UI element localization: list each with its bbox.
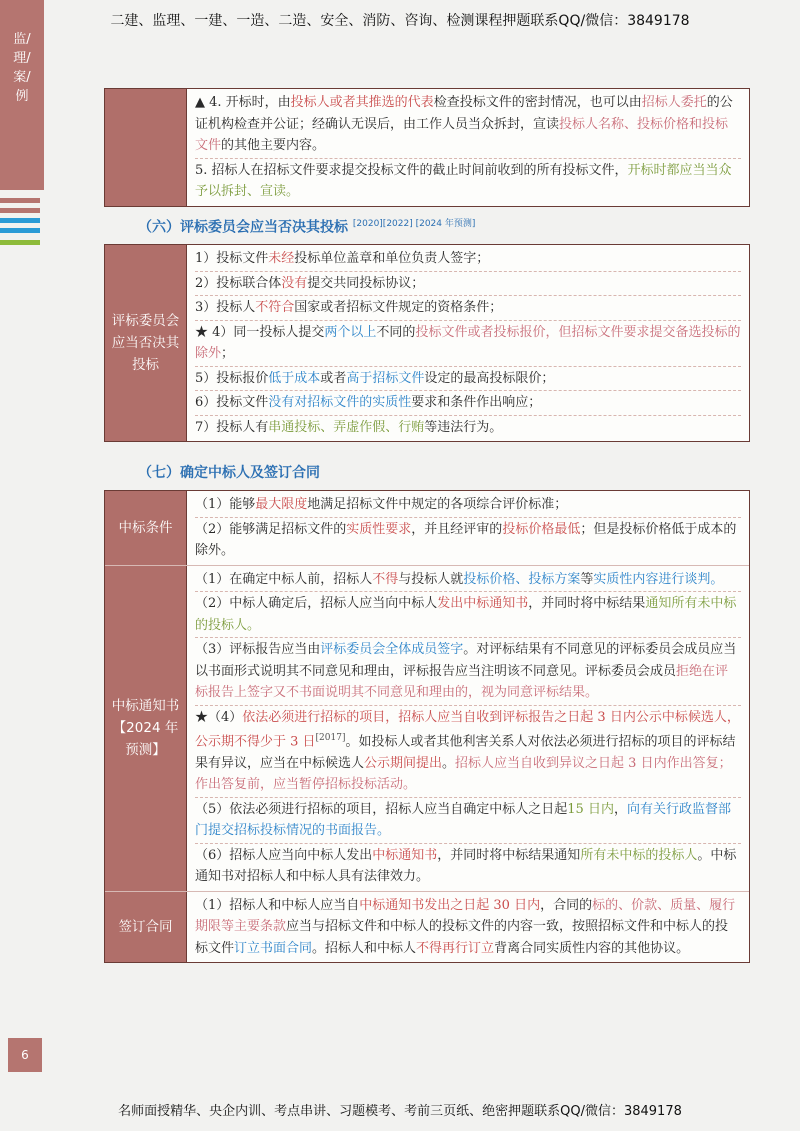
list-item: （2）能够满足招标文件的实质性要求，并且经评审的投标价格最低；但是投标价格低于成本的除外。 — [195, 521, 737, 558]
text: 投标人或者其推选的代表 — [290, 95, 434, 110]
text: 5. 招标人在招标文件要求提交投标文件的截止时间前收到的所有投标文件， — [195, 162, 628, 178]
list-item: 2）投标联合体没有提交共同投标协议； — [195, 272, 741, 297]
footer-ad: 名师面授精华、央企内训、考点串讲、习题模考、考前三页纸、绝密押题联系QQ/微信：3849178 — [118, 1104, 682, 1119]
list-item: （1）招标人和中标人应当自中标通知书发出之日起 30 日内，合同的标的、价款、质量、履行期限等主要条款应当与招标文件和中标人的投标文件的内容一致，按照招标文件和中标人的投标文件订立书面合同。招标人和中标人不得再行订立背离合同实质性内容的其他协议。 — [195, 897, 736, 956]
row-label: 中标通知书【2024 年预测】 — [105, 566, 187, 891]
text: 检查投标文件的密封情况，也可以由 — [433, 95, 642, 110]
header-ad: 二建、监理、一建、一造、二造、安全、消防、咨询、检测课程押题联系QQ/微信：3849178 — [110, 13, 690, 29]
decor-stripe — [0, 240, 40, 245]
row-label: 评标委员会应当否决其投标 — [105, 245, 187, 441]
side-tab — [0, 0, 44, 190]
award-table — [104, 490, 750, 963]
list-item: 6）投标文件没有对招标文件的实质性要求和条件作出响应； — [195, 391, 741, 416]
decor-stripe — [0, 208, 40, 213]
text: 的公证机构检查并公证；经确认无误后，由工作人员当众拆封，宣读 — [195, 95, 733, 132]
text: （六）评标委员会应当否决其投标 — [138, 219, 348, 236]
text: 的其他主要内容。 — [221, 138, 326, 153]
list-item: （6）招标人应当向中标人发出中标通知书，并同时将中标结果通知所有未中标的投标人。中标通知书对招标人和中标人具有法律效力。 — [195, 847, 737, 885]
list-item: （1）在确定中标人前，招标人不得与投标人就投标价格、投标方案等实质性内容进行谈判。 — [195, 568, 741, 593]
text: 开标时都应当当众予以拆封、宣读。 — [195, 162, 732, 199]
list-item: 7）投标人有串通投标、弄虚作假、行贿等违法行为。 — [195, 419, 503, 435]
text: 招标人委托 — [641, 95, 707, 110]
list-item: （1）能够最大限度地满足招标文件中规定的各项综合评价标准； — [195, 493, 741, 518]
list-item: 1）投标文件未经投标单位盖章和单位负责人签字； — [195, 247, 741, 272]
row-label — [105, 89, 187, 206]
list-item: （3）评标报告应当由评标委员会全体成员签字。对评标结果有不同意见的评标委员会成员应当以书面形式说明其不同意见和理由，评标报告应当注明该不同意见。评标委员会成员拒绝在评标报告上签字又不书面说明其不同意见和理由的，视为同意评标结果。 — [195, 638, 741, 706]
row-label: 签订合同 — [105, 892, 187, 963]
list-item — [195, 91, 741, 159]
table-row — [105, 892, 749, 963]
tag: [2020][2022] [2024 年预测] — [352, 219, 476, 229]
list-item — [195, 159, 741, 204]
list-item: 5）投标报价低于成本或者高于招标文件设定的最高投标限价； — [195, 367, 741, 392]
table-row — [105, 245, 749, 441]
row-content — [187, 566, 749, 891]
page-number: 6 — [8, 1038, 42, 1072]
list-item: ★ 4）同一投标人提交两个以上不同的投标文件或者投标报价，但招标文件要求提交备选投标的除外； — [195, 321, 741, 367]
section-title — [138, 462, 320, 482]
list-item: ★（4）依法必须进行招标的项目，招标人应当自收到评标报告之日起 3 日内公示中标候选人，公示期不得少于 3 日[2017]。如投标人或者其他利害关系人对依法必须进行招标的项目的评标结果有异议，应当在中标候选人公示期间提出。招标人应当自收到异议之日起 3 日内作出答复；作出答复前，应当暂停招标投标活动。 — [195, 706, 741, 798]
reject-bid-table — [104, 244, 750, 442]
text: ▲ 4. 开标时，由 — [195, 95, 291, 110]
row-content — [187, 892, 749, 963]
row-content — [187, 491, 749, 565]
decor-stripe — [0, 198, 40, 203]
section-title — [138, 216, 475, 237]
table-row — [105, 566, 749, 892]
list-item: 3）投标人不符合国家或者招标文件规定的资格条件； — [195, 296, 741, 321]
list-item: （2）中标人确定后，招标人应当向中标人发出中标通知书，并同时将中标结果通知所有未中标的投标人。 — [195, 592, 741, 638]
row-label: 中标条件 — [105, 491, 187, 565]
text: 投标人名称、投标价格和投标文件 — [195, 116, 729, 153]
side-tab-text: 监/理/案/例 — [13, 32, 31, 104]
bid-opening-table — [104, 88, 750, 207]
row-content — [187, 245, 749, 441]
row-content — [187, 89, 749, 206]
decor-stripe — [0, 228, 40, 233]
table-row — [105, 89, 749, 206]
table-row — [105, 491, 749, 566]
decor-stripe — [0, 218, 40, 223]
list-item: （5）依法必须进行招标的项目，招标人应当自确定中标人之日起15 日内，向有关行政监督部门提交招标投标情况的书面报告。 — [195, 798, 741, 844]
text: （七）确定中标人及签订合同 — [138, 465, 320, 481]
